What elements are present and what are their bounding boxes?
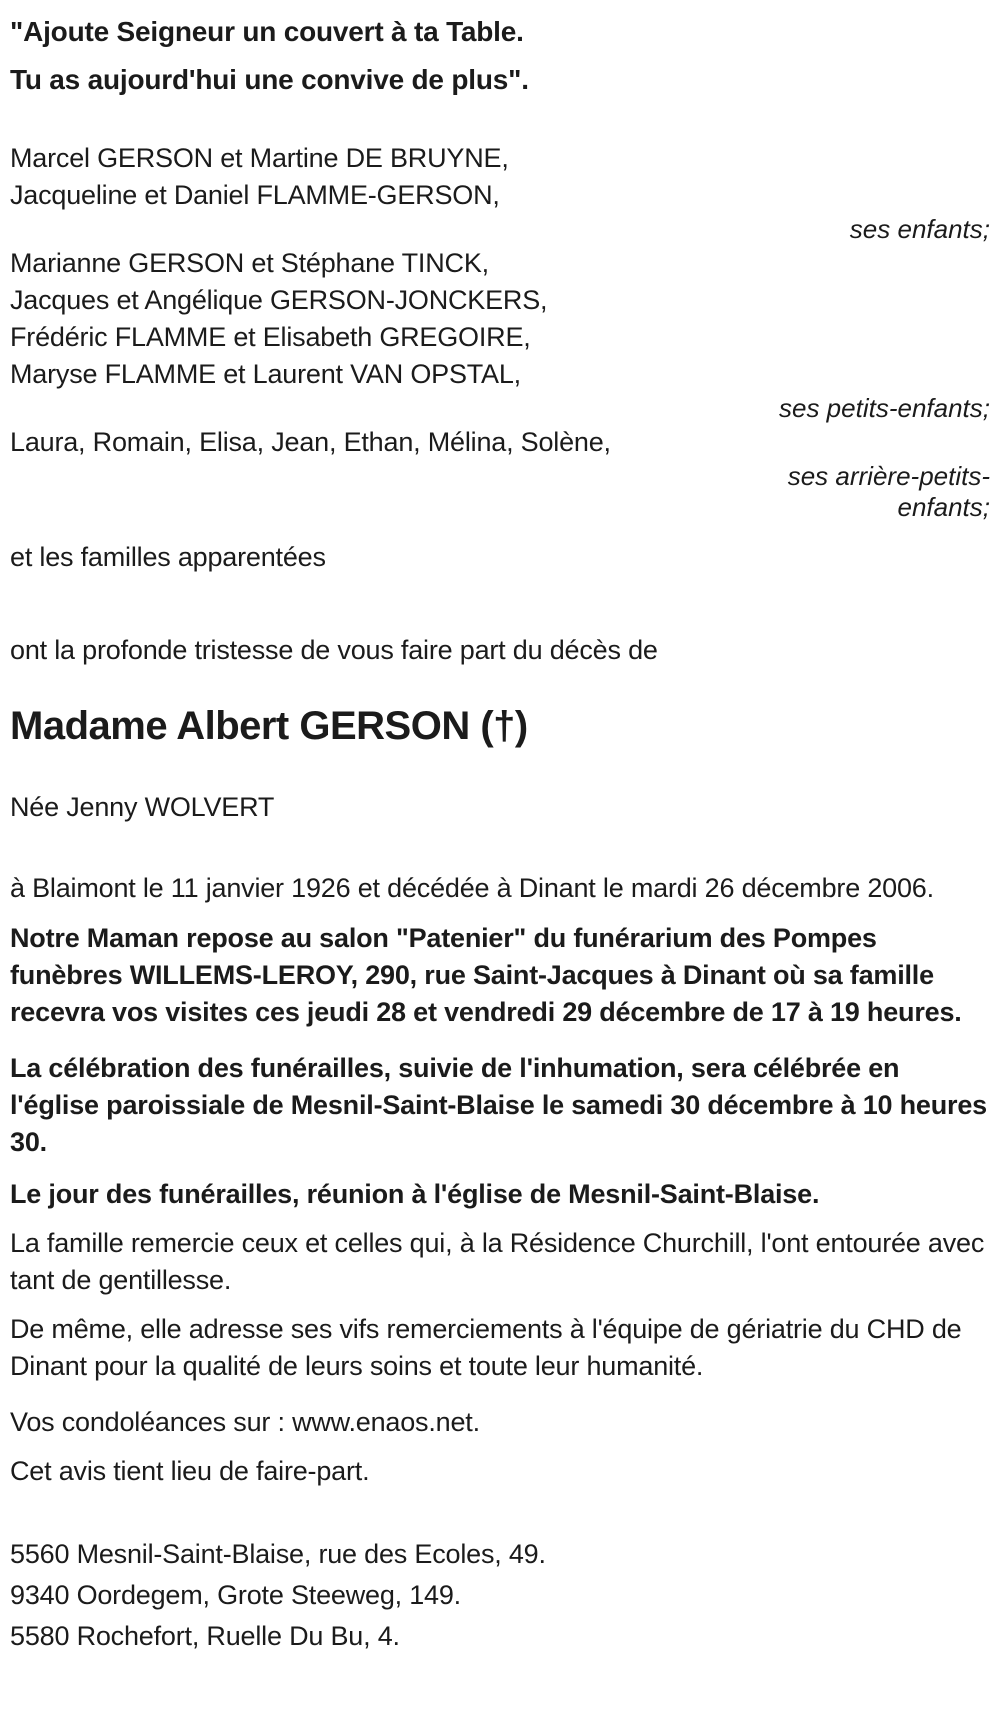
family-member-line: Jacques et Angélique GERSON-JONCKERS, xyxy=(10,285,548,315)
family-member-line: Marcel GERSON et Martine DE BRUYNE, xyxy=(10,143,509,173)
maiden-name: Née Jenny WOLVERT xyxy=(10,792,275,822)
paragraph-repose: Notre Maman repose au salon "Patenier" du funérarium des Pompes funèbres WILLEMS-LEROY, 290, rue Saint-Jacques à Dinant où sa famille recevra vos visites ces jeudi 28 et vendredi 29 décembre de 17 à 19 heures. xyxy=(10,923,962,1027)
quote-line-2: Tu as aujourd'hui une convive de plus". xyxy=(10,64,529,95)
paragraph-celebration: La célébration des funérailles, suivie de l'inhumation, sera célébrée en l'église paroissiale de Mesnil-Saint-Blaise le samedi 30 décembre à 10 heures 30. xyxy=(10,1053,987,1157)
quote-line-1: "Ajoute Seigneur un couvert à ta Table. xyxy=(10,16,524,47)
deceased-name-title: Madame Albert GERSON (†) xyxy=(10,704,528,748)
address-list xyxy=(10,1534,990,1657)
paragraph-thanks-residence: La famille remercie ceux et celles qui, à la Résidence Churchill, l'ont entourée avec tant de gentillesse. xyxy=(10,1228,985,1295)
address-line: 5580 Rochefort, Ruelle Du Bu, 4. xyxy=(10,1621,400,1651)
address-line: 9340 Oordegem, Grote Steeweg, 149. xyxy=(10,1580,461,1610)
family-member-line: Marianne GERSON et Stéphane TINCK, xyxy=(10,248,489,278)
paragraph-notice: Cet avis tient lieu de faire-part. xyxy=(10,1456,370,1486)
paragraph-thanks-chd: De même, elle adresse ses vifs remerciements à l'équipe de gériatrie du CHD de Dinant pour la qualité de leurs soins et toute leur humanité. xyxy=(10,1314,962,1381)
relation-label-grandchildren: ses petits-enfants; xyxy=(779,393,990,423)
family-closing-line: et les familles apparentées xyxy=(10,542,326,572)
announcement-intro: ont la profonde tristesse de vous faire part du décès de xyxy=(10,635,658,665)
paragraph-condolences: Vos condoléances sur : www.enaos.net. xyxy=(10,1407,480,1437)
family-member-line: Laura, Romain, Elisa, Jean, Ethan, Mélina, Solène, xyxy=(10,427,611,457)
family-member-line: Frédéric FLAMME et Elisabeth GREGOIRE, xyxy=(10,322,531,352)
family-member-line: Jacqueline et Daniel FLAMME-GERSON, xyxy=(10,180,500,210)
opening-quote xyxy=(10,8,990,104)
paragraph-reunion: Le jour des funérailles, réunion à l'église de Mesnil-Saint-Blaise. xyxy=(10,1179,820,1209)
relation-label-children: ses enfants; xyxy=(849,214,990,244)
family-member-line: Maryse FLAMME et Laurent VAN OPSTAL, xyxy=(10,359,521,389)
relation-label-great-grandchildren: ses arrière-petits-enfants; xyxy=(787,461,990,522)
address-line: 5560 Mesnil-Saint-Blaise, rue des Ecoles, 49. xyxy=(10,1539,546,1569)
family-list xyxy=(10,140,990,576)
birth-death-dates: à Blaimont le 11 janvier 1926 et décédée à Dinant le mardi 26 décembre 2006. xyxy=(10,873,934,903)
